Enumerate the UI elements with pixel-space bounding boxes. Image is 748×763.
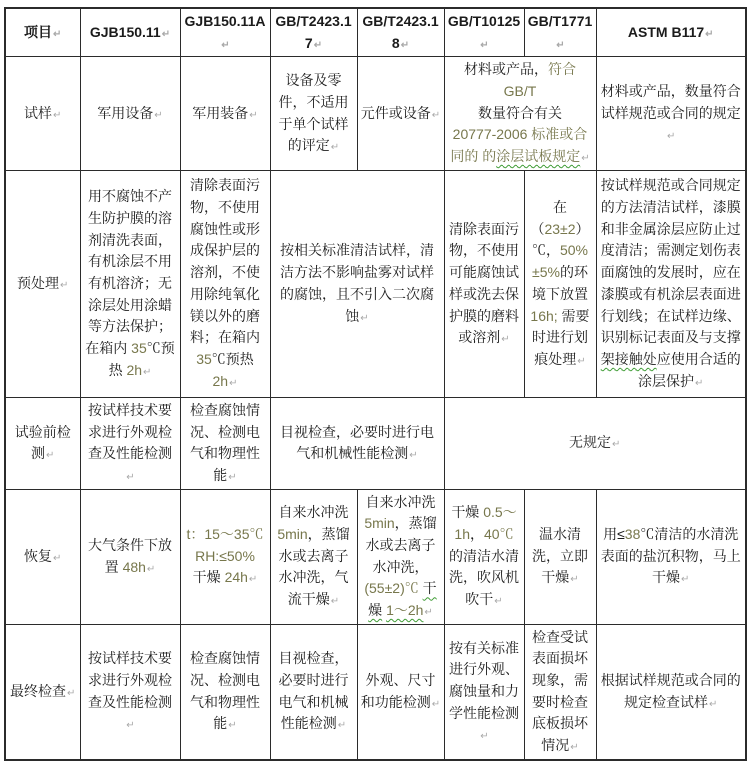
cell-text: 35: [196, 350, 212, 367]
cell-text: 温水清洗，立即干燥: [532, 526, 588, 586]
cell-text: 大气条件下放置: [88, 536, 172, 575]
cell-r0-c6[interactable]: [596, 57, 746, 170]
cell-r0-c3[interactable]: [270, 57, 357, 170]
cell-r0-c5[interactable]: [444, 57, 596, 170]
cell-text: 设备及零件，不适用于单个试样的评定: [278, 72, 349, 154]
column-header-7[interactable]: [596, 8, 746, 57]
paragraph-mark-icon: ↵: [143, 366, 152, 378]
paragraph-mark-icon: ↵: [695, 377, 704, 389]
cell-r3-c1[interactable]: [80, 489, 180, 624]
cell-text: 干燥: [451, 504, 484, 521]
standards-comparison-table: [4, 7, 747, 761]
cell-r3-c7[interactable]: [596, 489, 746, 624]
cell-r3-c5[interactable]: [444, 489, 524, 624]
cell-text: 恢复: [24, 547, 53, 564]
paragraph-mark-icon: ↵: [409, 450, 418, 462]
cell-text: 48h: [122, 558, 146, 575]
paragraph-mark-icon: ↵: [126, 471, 135, 483]
cell-text: 50%±5%: [532, 242, 589, 281]
cell-text: ℃清洁的水清洗表面的盐沉积物，马上干燥: [600, 526, 741, 586]
column-header-5[interactable]: [444, 8, 524, 57]
cell-text: ，: [470, 526, 484, 543]
header-row: [5, 8, 746, 57]
paragraph-mark-icon: ↵: [161, 28, 171, 40]
cell-text: 材料或产品，数量符合试样规范或合同的规定: [600, 83, 741, 121]
cell-r0-c1[interactable]: [80, 57, 180, 170]
cell-text: 检查受试表面损坏现象，需要时检查底板损坏情况: [532, 628, 588, 754]
cell-text: 的清洁水清洗，吹风机吹干: [449, 547, 519, 608]
cell-text: 35: [131, 340, 147, 357]
cell-r0-c4[interactable]: [357, 57, 444, 170]
paragraph-mark-icon: ↵: [67, 687, 76, 699]
cell-r1-c1[interactable]: [80, 170, 180, 397]
cell-text: 自来水冲洗: [278, 504, 349, 521]
column-header-1[interactable]: [80, 8, 180, 57]
paragraph-mark-icon: ↵: [53, 109, 62, 121]
paragraph-mark-icon: ↵: [709, 698, 718, 710]
cell-text: 清除表面污物，不使用可能腐蚀试样或洗去保护膜的磨料或溶剂: [449, 220, 519, 346]
cell-r1-c5[interactable]: [524, 170, 596, 397]
cell-text: 38: [624, 526, 641, 543]
row-header-pretreatment[interactable]: [5, 170, 80, 397]
cell-text: 根据试样规范或合同的规定检查试样: [600, 672, 741, 710]
cell-text: 20777-2006 标准或合: [452, 126, 588, 143]
paragraph-mark-icon: ↵: [480, 731, 489, 743]
paragraph-mark-icon: ↵: [330, 596, 340, 608]
cell-r1-c2[interactable]: [180, 170, 270, 397]
cell-text: ，蒸馏水或去离子水冲洗，: [365, 515, 437, 575]
paragraph-mark-icon: ↵: [570, 574, 579, 586]
cell-text: 军用装备: [192, 104, 249, 121]
cell-r4-c7[interactable]: [596, 624, 746, 760]
column-header-label: GB/T10125: [447, 13, 521, 29]
cell-text: 最终检查: [10, 682, 67, 699]
paragraph-mark-icon: ↵: [681, 574, 690, 586]
column-header-0[interactable]: [5, 8, 80, 57]
row-header-final-inspection[interactable]: [5, 624, 80, 760]
cell-text: 同的 的: [450, 148, 497, 165]
cell-r4-c3[interactable]: [270, 624, 357, 760]
paragraph-mark-icon: ↵: [480, 39, 489, 51]
cell-text: 架接触处: [600, 350, 657, 367]
cell-text: 目视检查，必要时进行电气和机械性能检测: [278, 650, 349, 732]
cell-r4-c1[interactable]: [80, 624, 180, 760]
row-pretreatment: [5, 170, 746, 397]
cell-text: ℃预热: [211, 350, 254, 367]
cell-r3-c4[interactable]: [357, 489, 444, 624]
paragraph-mark-icon: ↵: [494, 596, 503, 608]
cell-text: 1～2h: [386, 602, 424, 618]
paragraph-mark-icon: ↵: [249, 109, 258, 121]
cell-r4-c6[interactable]: [524, 624, 596, 760]
paragraph-mark-icon: ↵: [400, 39, 410, 51]
cell-text: 自来水冲洗: [365, 493, 436, 510]
cell-text: 无规定: [569, 434, 612, 451]
cell-r2-c1[interactable]: [80, 397, 180, 489]
column-header-6[interactable]: [524, 8, 596, 57]
paragraph-mark-icon: ↵: [577, 355, 586, 367]
paragraph-mark-icon: ↵: [360, 312, 369, 324]
cell-text: 数量符合有关: [478, 104, 562, 121]
cell-text: 24h: [224, 569, 248, 586]
cell-text: t：15～35℃: [186, 526, 264, 543]
row-pretest-inspection: [5, 397, 746, 489]
paragraph-mark-icon: ↵: [248, 574, 258, 586]
cell-text: ，蒸馏水或去离子水冲洗，气流干燥: [278, 526, 350, 608]
cell-text: 按有关标准进行外观、腐蚀量和力学性能检测: [449, 639, 519, 721]
cell-text: ℃预热: [108, 340, 175, 378]
cell-text: 清除表面污物，不使用腐蚀性或形成保护层的溶剂，不使用除纯氧化镁以外的磨料；在箱内: [190, 177, 260, 346]
paragraph-mark-icon: ↵: [330, 142, 340, 154]
paragraph-mark-icon: ↵: [53, 552, 62, 564]
cell-r1-c6[interactable]: [596, 170, 746, 397]
paragraph-mark-icon: ↵: [501, 334, 510, 346]
cell-text: 按试样技术要求进行外观检查及性能检测: [88, 650, 172, 710]
column-header-label: GB/T2423.18: [362, 13, 439, 51]
cell-text: 符合 GB/T: [503, 61, 576, 100]
column-header-label: ASTM B117: [627, 23, 705, 40]
cell-text: 试样: [24, 104, 53, 121]
row-header-sample[interactable]: [5, 57, 80, 170]
paragraph-mark-icon: ↵: [126, 720, 135, 732]
paragraph-mark-icon: ↵: [229, 377, 238, 389]
cell-r0-c2[interactable]: [180, 57, 270, 170]
column-header-label: GB/T2423.17: [275, 13, 352, 51]
column-header-label: GB/T1771: [527, 13, 593, 29]
cell-r2-c3[interactable]: [270, 397, 444, 489]
column-header-label: GJB150.11A: [184, 13, 266, 29]
cell-text: 干燥: [192, 569, 225, 586]
cell-text: 检查腐蚀情况、检测电气和物理性能: [190, 650, 260, 732]
cell-r3-c6[interactable]: [524, 489, 596, 624]
paragraph-mark-icon: ↵: [581, 153, 590, 165]
cell-text: 试验前检测: [14, 423, 71, 462]
paragraph-mark-icon: ↵: [228, 471, 237, 483]
cell-text: RH:≤50%: [195, 547, 255, 564]
column-header-label: 项目: [24, 23, 53, 40]
cell-text: ）℃，: [531, 220, 590, 259]
paragraph-mark-icon: ↵: [337, 720, 347, 732]
cell-r1-c3[interactable]: [270, 170, 444, 397]
cell-text: 检查腐蚀情况、检测电气和物理性能: [190, 401, 260, 483]
table-body: [5, 57, 746, 760]
cell-text: 需要时进行划痕处理: [532, 307, 590, 367]
column-header-3[interactable]: [270, 8, 357, 57]
row-header-pretest-inspection[interactable]: [5, 397, 80, 489]
cell-r4-c5[interactable]: [444, 624, 524, 760]
paragraph-mark-icon: ↵: [431, 698, 441, 710]
paragraph-mark-icon: ↵: [612, 439, 621, 451]
paragraph-mark-icon: ↵: [570, 742, 579, 754]
cell-text: 2h: [126, 361, 143, 378]
cell-r2-c2[interactable]: [180, 397, 270, 489]
paragraph-mark-icon: ↵: [313, 39, 323, 51]
cell-text: 40℃: [484, 526, 514, 543]
paragraph-mark-icon: ↵: [556, 39, 565, 51]
table-header: [5, 8, 746, 57]
cell-text: 5min: [364, 515, 395, 532]
paragraph-mark-icon: ↵: [705, 28, 714, 40]
cell-text: 元件或设备: [360, 104, 431, 121]
cell-text: 军用设备: [97, 104, 154, 121]
cell-text: 用≤: [603, 526, 625, 543]
cell-text: 应使用合适的涂层保护: [638, 350, 741, 389]
cell-text: (55±2)℃: [364, 580, 419, 597]
cell-text: 16h;: [530, 307, 558, 324]
row-header-recovery[interactable]: [5, 489, 80, 624]
cell-text: 0.5～1h: [454, 504, 517, 543]
paragraph-mark-icon: ↵: [60, 279, 69, 291]
cell-r3-c3[interactable]: [270, 489, 357, 624]
cell-text: 预处理: [17, 274, 60, 291]
cell-text: 干燥: [368, 580, 437, 618]
paragraph-mark-icon: ↵: [221, 39, 230, 51]
paragraph-mark-icon: ↵: [228, 720, 237, 732]
paragraph-mark-icon: ↵: [53, 28, 62, 40]
cell-text: 按相关标准清洁试样，清洁方法不影响盐雾对试样的腐蚀，且不引入二次腐蚀: [280, 242, 434, 324]
cell-r3-c2[interactable]: [180, 489, 270, 624]
cell-text: 涂层试板规定: [496, 148, 581, 165]
cell-text: 按试样规范或合同规定的方法清洁试样，漆膜和非金属涂层应防止过度清洁；需测定划伤表面腐蚀的发展时，应在漆膜或有机涂层表面进行划线；在试样边缘、识别标记表面及与支撑: [600, 177, 741, 346]
cell-text: 按试样技术要求进行外观检查及性能检测: [88, 401, 172, 462]
cell-r1-c4[interactable]: [444, 170, 524, 397]
paragraph-mark-icon: ↵: [424, 607, 433, 618]
cell-r4-c4[interactable]: [357, 624, 444, 760]
paragraph-mark-icon: ↵: [431, 109, 441, 121]
cell-text: 材料或产品，: [464, 61, 548, 78]
cell-text: 在（: [530, 199, 567, 237]
column-header-2[interactable]: [180, 8, 270, 57]
paragraph-mark-icon: ↵: [154, 109, 163, 121]
cell-text: 的环境下放置: [532, 264, 588, 302]
cell-r4-c2[interactable]: [180, 624, 270, 760]
row-sample: [5, 57, 746, 170]
cell-text: 用不腐蚀不产生防护膜的溶剂清洗表面，有机涂层不用有机溶济；无涂层处用涂蜡等方法保护；在箱内: [85, 188, 172, 357]
paragraph-mark-icon: ↵: [667, 131, 676, 143]
row-recovery: [5, 489, 746, 624]
paragraph-mark-icon: ↵: [146, 563, 156, 575]
column-header-4[interactable]: [357, 8, 444, 57]
cell-text: 2h: [212, 372, 229, 389]
cell-text: 23±2: [544, 220, 576, 237]
cell-text: 外观、尺寸和功能检测: [360, 672, 436, 710]
cell-text: 目视检查，必要时进行电气和机械性能检测: [280, 423, 434, 462]
row-final-inspection: [5, 624, 746, 760]
cell-text: 5min: [277, 526, 308, 543]
column-header-label: GJB150.11: [89, 23, 161, 40]
paragraph-mark-icon: ↵: [46, 450, 55, 462]
cell-r2-c4[interactable]: [444, 397, 746, 489]
